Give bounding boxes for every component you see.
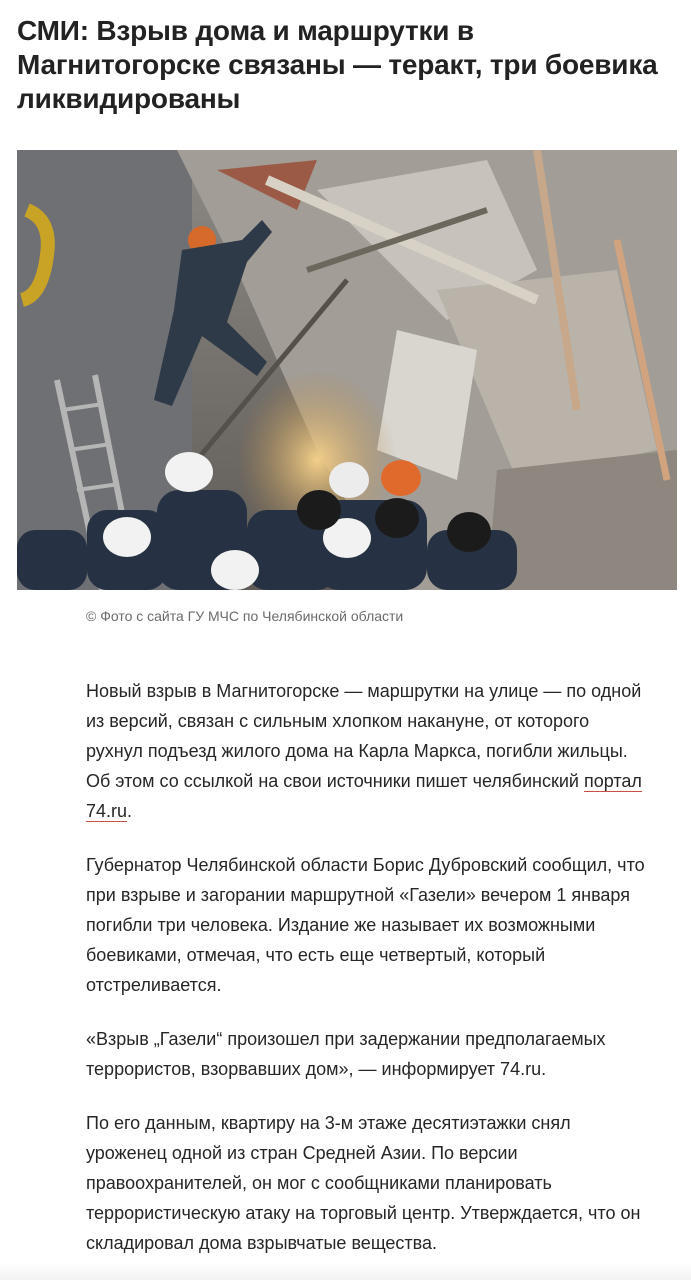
article-photo[interactable] [17,150,677,590]
bottom-edge [0,1262,691,1280]
rescue-scene-illustration [17,150,677,590]
paragraph-1-end: . [127,801,133,821]
paragraph-1 [86,676,646,826]
article-body [86,676,646,1282]
photo-caption: © Фото с сайта ГУ МЧС по Челябинской области [86,608,404,624]
portal-74-link[interactable]: портал 74.ru [86,771,642,821]
paragraph-4: По его данным, квартиру на 3-м этаже десятиэтажки снял уроженец одной из стран Средней Азии. По версии правоохранителей, он мог с сообщниками планировать террористическую атаку на торговый центр. Утверждается, что он складировал дома взрывчатые вещества. [86,1113,641,1253]
paragraph-3: «Взрыв „Газели“ произошел при задержании предполагаемых террористов, взорвавших дом», — информирует 74.ru. [86,1029,606,1079]
article-headline: СМИ: Взрыв дома и маршрутки в Магнитогорске связаны — теракт, три боевика ликвидированы [17,15,658,114]
paragraph-1-text: Новый взрыв в Магнитогорске — маршрутки на улице — по одной из версий, связан с сильным хлопком накануне, от которого рухнул подъезд жилого дома на Карла Маркса, погибли жильцы. Об этом со ссылкой на свои источники пишет челябинский [86,681,642,791]
paragraph-2: Губернатор Челябинской области Борис Дубровский сообщил, что при взрыве и загорании маршрутной «Газели» вечером 1 января погибли три человека. Издание же называет их возможными боевиками, отмечая, что есть еще четвертый, который отстреливается. [86,855,645,995]
